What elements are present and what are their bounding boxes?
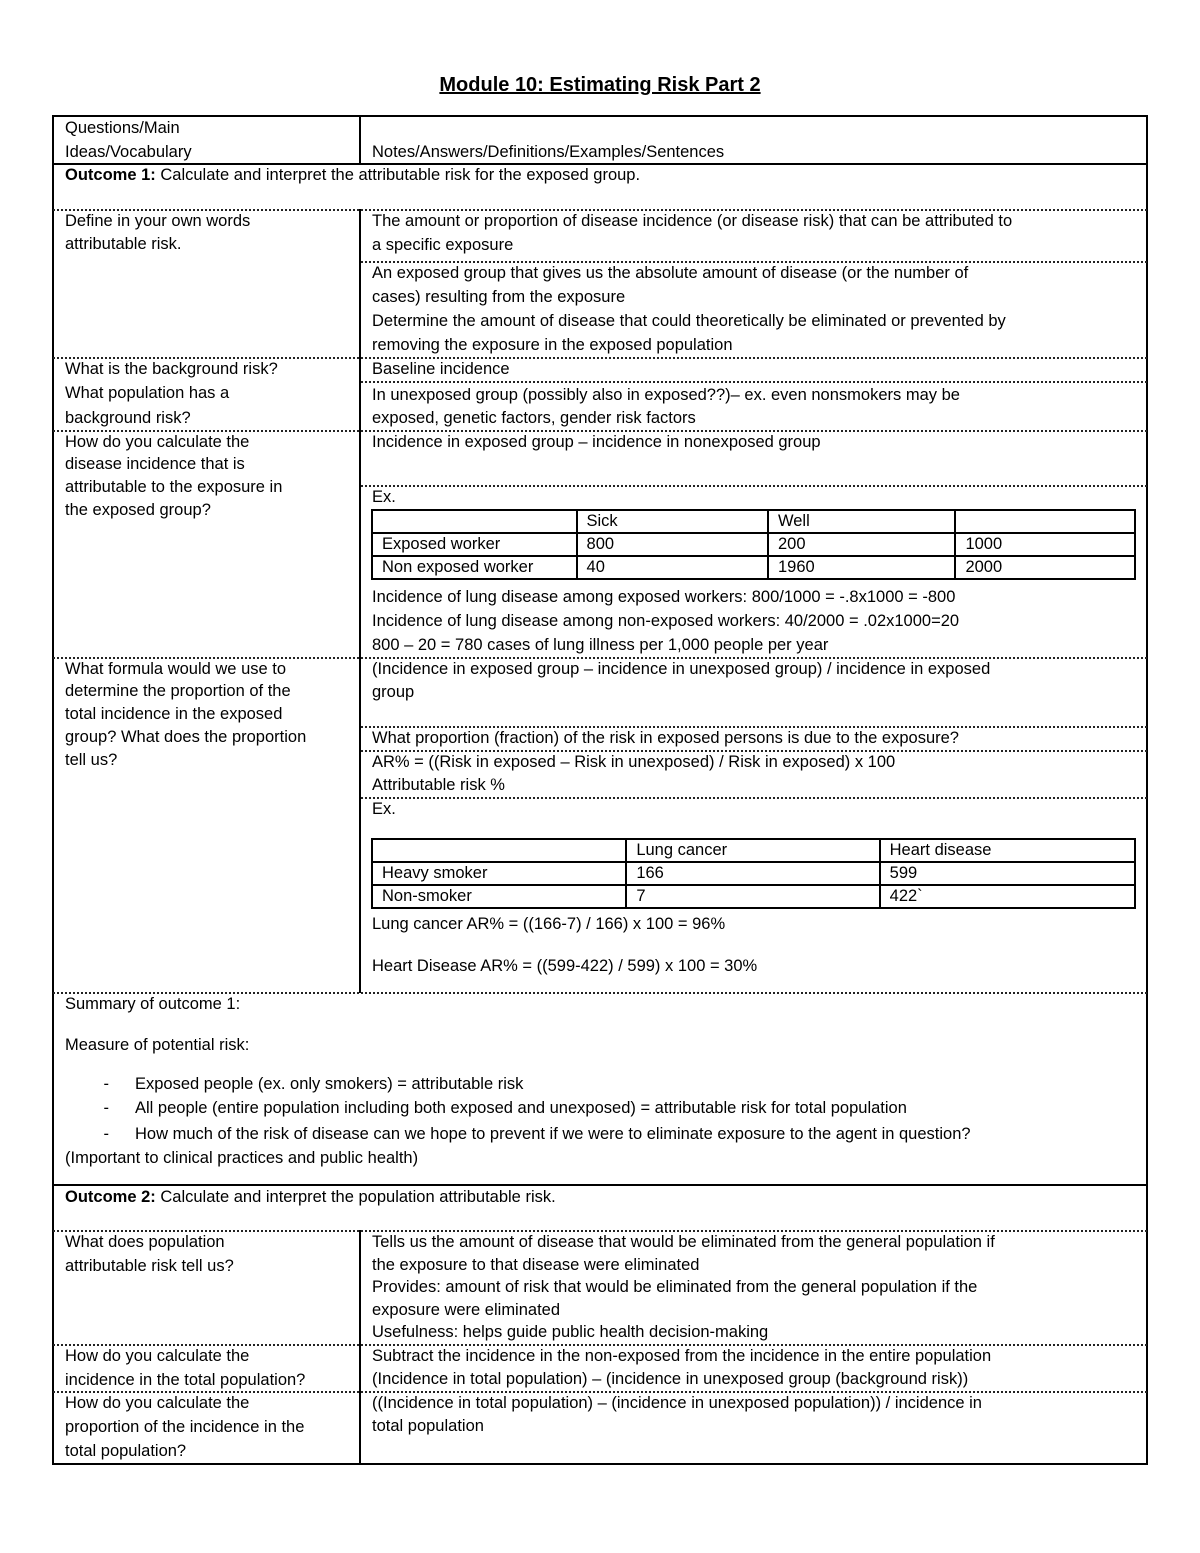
summary-bullet bbox=[65, 1123, 971, 1146]
answer-line: the exposure to that disease were eliminated bbox=[372, 1256, 700, 1274]
answer-line: Determine the amount of disease that could theoretically be eliminated or prevented by bbox=[372, 312, 1006, 330]
example-label: Ex. bbox=[372, 800, 396, 818]
header-left-line1: Questions/Main bbox=[65, 119, 180, 137]
summary-subtitle: Measure of potential risk: bbox=[65, 1036, 250, 1054]
question-line: What is the background risk? bbox=[65, 360, 278, 378]
page-title: Module 10: Estimating Risk Part 2 bbox=[439, 74, 761, 96]
table-cell: 1000 bbox=[955, 533, 1135, 556]
question-line: How do you calculate the bbox=[65, 433, 250, 451]
answer-line: exposure were eliminated bbox=[372, 1301, 561, 1319]
header-left-line2: Ideas/Vocabulary bbox=[65, 143, 192, 161]
table-cell: 422` bbox=[880, 885, 1135, 908]
table-cell: Lung cancer bbox=[626, 839, 879, 862]
summary-tail: (Important to clinical practices and public health) bbox=[65, 1149, 419, 1167]
table-row bbox=[372, 839, 1135, 862]
answer-line: Subtract the incidence in the non-exposed from the incidence in the entire population bbox=[372, 1347, 992, 1365]
question-line: What population has a bbox=[65, 384, 230, 402]
table-row bbox=[372, 556, 1135, 579]
question-line: Define in your own words bbox=[65, 212, 251, 230]
summary-bullet bbox=[65, 1097, 907, 1120]
table-cell: Sick bbox=[577, 510, 768, 533]
answer-line: a specific exposure bbox=[372, 236, 514, 254]
table-cell: Heavy smoker bbox=[372, 862, 626, 885]
answer-line: group bbox=[372, 683, 415, 701]
answer-line: ((Incidence in total population) – (incidence in unexposed population)) / incidence in bbox=[372, 1394, 982, 1412]
bullet-text: All people (entire population including both exposed and unexposed) = attributable risk for total population bbox=[135, 1099, 907, 1117]
bullet-marker: - bbox=[103, 1099, 109, 1117]
answer-line: exposed, genetic factors, gender risk factors bbox=[372, 409, 696, 427]
table-cell: 166 bbox=[626, 862, 879, 885]
rule bbox=[361, 381, 1147, 383]
header-right: Notes/Answers/Definitions/Examples/Sentences bbox=[372, 143, 725, 161]
column-divider bbox=[359, 209, 361, 993]
rule bbox=[361, 797, 1147, 799]
worker-incidence-table bbox=[371, 509, 1136, 580]
table-row bbox=[372, 510, 1135, 533]
question-line: What does population bbox=[65, 1233, 225, 1251]
table-cell: Non-smoker bbox=[372, 885, 626, 908]
question-line: attributable to the exposure in bbox=[65, 478, 283, 496]
bullet-text: How much of the risk of disease can we hope to prevent if we were to eliminate exposure to the agent in question? bbox=[135, 1125, 971, 1143]
bullet-marker: - bbox=[103, 1125, 109, 1143]
question-line: total population? bbox=[65, 1442, 187, 1460]
table-row bbox=[372, 885, 1135, 908]
answer-line: Usefulness: helps guide public health decision-making bbox=[372, 1323, 769, 1341]
outcome-2-text: Calculate and interpret the population attributable risk. bbox=[155, 1188, 556, 1206]
calc-line: Incidence of lung disease among exposed workers: 800/1000 = -.8x1000 = -800 bbox=[372, 588, 956, 606]
table-row bbox=[372, 533, 1135, 556]
outcome-1-label: Outcome 1: bbox=[65, 166, 156, 184]
table-cell: 2000 bbox=[955, 556, 1135, 579]
answer-line: What proportion (fraction) of the risk in exposed persons is due to the exposure? bbox=[372, 729, 959, 747]
bullet-marker: - bbox=[103, 1075, 109, 1093]
example-label: Ex. bbox=[372, 488, 396, 506]
answer-line: Provides: amount of risk that would be eliminated from the general population if the bbox=[372, 1278, 978, 1296]
bullet-text: Exposed people (ex. only smokers) = attributable risk bbox=[135, 1075, 524, 1093]
question-line: tell us? bbox=[65, 751, 118, 769]
table-cell: Exposed worker bbox=[372, 533, 577, 556]
table-cell: 40 bbox=[577, 556, 768, 579]
answer-line: In unexposed group (possibly also in exposed??)– ex. even nonsmokers may be bbox=[372, 386, 960, 404]
question-line: total incidence in the exposed bbox=[65, 705, 283, 723]
question-line: proportion of the incidence in the bbox=[65, 1418, 305, 1436]
table-cell: Non exposed worker bbox=[372, 556, 577, 579]
smoking-ar-table bbox=[371, 838, 1136, 909]
answer-line: (Incidence in exposed group – incidence in unexposed group) / incidence in exposed bbox=[372, 660, 991, 678]
column-divider bbox=[359, 1230, 361, 1464]
outcome-2-label: Outcome 2: bbox=[65, 1188, 156, 1206]
answer-line: Attributable risk % bbox=[372, 776, 505, 794]
summary-bullet bbox=[65, 1073, 523, 1096]
question-line: incidence in the total population? bbox=[65, 1371, 306, 1389]
table-cell: 7 bbox=[626, 885, 879, 908]
table-row bbox=[372, 862, 1135, 885]
answer-line: Tells us the amount of disease that would be eliminated from the general population if bbox=[372, 1233, 995, 1251]
summary-title: Summary of outcome 1: bbox=[65, 995, 241, 1013]
answer-line: The amount or proportion of disease incidence (or disease risk) that can be attributed to bbox=[372, 212, 1013, 230]
question-line: group? What does the proportion bbox=[65, 728, 307, 746]
table-cell: 200 bbox=[768, 533, 955, 556]
column-divider bbox=[359, 116, 361, 164]
table-cell: 1960 bbox=[768, 556, 955, 579]
question-line: determine the proportion of the bbox=[65, 682, 291, 700]
table-cell bbox=[372, 839, 626, 862]
question-line: What formula would we use to bbox=[65, 660, 287, 678]
calc-line: 800 – 20 = 780 cases of lung illness per 1,000 people per year bbox=[372, 636, 829, 654]
ar-line: Heart Disease AR% = ((599-422) / 599) x 100 = 30% bbox=[372, 957, 758, 975]
table-cell: Heart disease bbox=[880, 839, 1135, 862]
table-cell bbox=[955, 510, 1135, 533]
table-cell: 599 bbox=[880, 862, 1135, 885]
question-line: attributable risk. bbox=[65, 235, 182, 253]
calc-line: Incidence of lung disease among non-exposed workers: 40/2000 = .02x1000=20 bbox=[372, 612, 960, 630]
answer-line: removing the exposure in the exposed population bbox=[372, 336, 733, 354]
outcome-1-heading bbox=[65, 164, 640, 187]
answer-line: Incidence in exposed group – incidence in nonexposed group bbox=[372, 433, 821, 451]
question-line: the exposed group? bbox=[65, 501, 211, 519]
answer-line: total population bbox=[372, 1417, 484, 1435]
rule bbox=[361, 485, 1147, 487]
question-line: background risk? bbox=[65, 409, 191, 427]
answer-line: AR% = ((Risk in exposed – Risk in unexposed) / Risk in exposed) x 100 bbox=[372, 753, 896, 771]
answer-line: (Incidence in total population) – (incidence in unexposed group (background risk)) bbox=[372, 1370, 969, 1388]
table-cell: Well bbox=[768, 510, 955, 533]
outcome-2-heading bbox=[65, 1186, 556, 1209]
question-line: disease incidence that is bbox=[65, 455, 245, 473]
answer-line: Baseline incidence bbox=[372, 360, 510, 378]
outcome-1-text: Calculate and interpret the attributable risk for the exposed group. bbox=[155, 166, 641, 184]
table-cell: 800 bbox=[577, 533, 768, 556]
table-cell bbox=[372, 510, 577, 533]
answer-line: An exposed group that gives us the absolute amount of disease (or the number of bbox=[372, 264, 969, 282]
question-line: attributable risk tell us? bbox=[65, 1257, 234, 1275]
question-line: How do you calculate the bbox=[65, 1347, 250, 1365]
ar-line: Lung cancer AR% = ((166-7) / 166) x 100 = 96% bbox=[372, 915, 726, 933]
answer-line: cases) resulting from the exposure bbox=[372, 288, 626, 306]
question-line: How do you calculate the bbox=[65, 1394, 250, 1412]
